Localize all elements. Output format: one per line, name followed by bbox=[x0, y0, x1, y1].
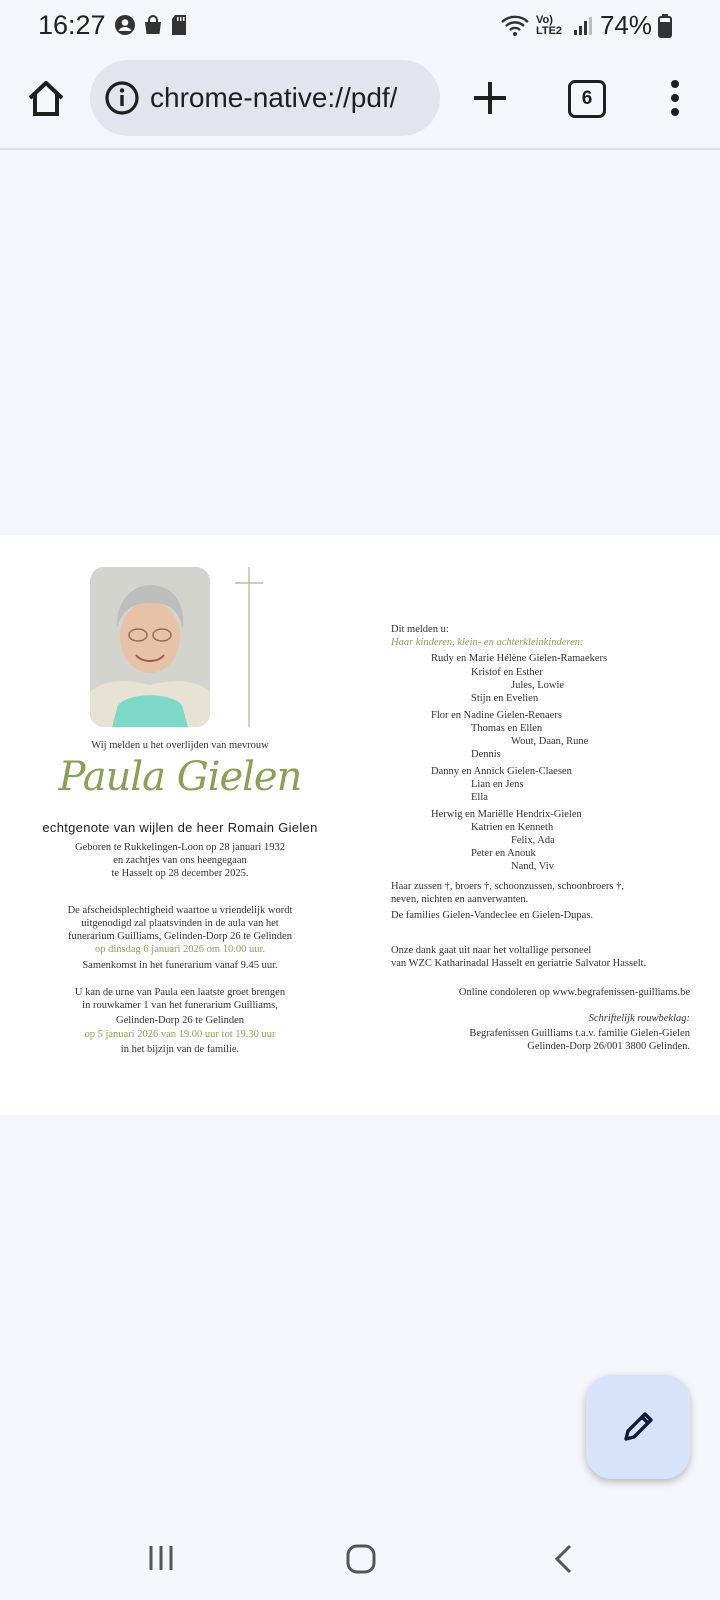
info-icon[interactable] bbox=[104, 80, 140, 116]
portrait-photo bbox=[90, 567, 210, 727]
birth-line-2: en zachtjes van ons heengegaan bbox=[113, 855, 247, 866]
family-child: Stijn en Evelien bbox=[471, 693, 539, 704]
spouse-line: echtgenote van wijlen de heer Romain Gielen bbox=[42, 820, 318, 835]
family-child: Thomas en Ellen bbox=[471, 723, 543, 734]
farewell-line-2: uitgenodigd zal plaatsvinden in de aula van het bbox=[81, 918, 279, 929]
browser-toolbar bbox=[0, 52, 720, 148]
wifi-icon bbox=[500, 14, 530, 38]
urn-line-3: Gelinden-Dorp 26 te Gelinden bbox=[115, 1015, 244, 1026]
pdf-page[interactable] bbox=[0, 535, 720, 1115]
thanks-line-1: Onze dank gaat uit naar het voltallige personeel bbox=[391, 945, 592, 956]
urn-line-2: in rouwkamer 1 van het funerarium Guilliams, bbox=[82, 1000, 278, 1011]
farewell-line-3: funerarium Guilliams, Gelinden-Dorp 26 te Gelinden bbox=[68, 931, 292, 942]
birth-line-1: Geboren te Rukkelingen-Loon op 28 januari 1932 bbox=[75, 842, 285, 853]
system-nav-bar bbox=[0, 1515, 720, 1600]
deceased-name: Paula Gielen bbox=[58, 754, 302, 800]
family-parent: Herwig en Mariëlle Hendrix-Gielen bbox=[431, 809, 582, 820]
toolbar-divider bbox=[0, 148, 720, 150]
notification-icons bbox=[114, 14, 188, 36]
edit-button[interactable] bbox=[586, 1375, 690, 1479]
urn-date: op 5 januari 2026 van 19.00 uur tot 19.30 uur bbox=[84, 1029, 276, 1040]
clock: 16:27 bbox=[38, 10, 106, 40]
signal-icon bbox=[572, 15, 594, 37]
family-child: Peter en Anouk bbox=[471, 848, 536, 859]
status-bar bbox=[0, 0, 720, 52]
family-parent: Danny en Annick Gielen-Claesen bbox=[431, 766, 572, 777]
family-grandchild: Felix, Ada bbox=[511, 835, 555, 846]
intro-line: Wij melden u het overlijden van mevrouw bbox=[91, 740, 269, 751]
back-icon[interactable] bbox=[552, 1543, 576, 1575]
more-vert-icon[interactable] bbox=[668, 78, 682, 118]
family-grandchild: Wout, Daan, Rune bbox=[511, 736, 589, 747]
online-condolences: Online condoleren op www.begrafenissen-guilliams.be bbox=[458, 987, 690, 998]
family-child: Ella bbox=[471, 792, 488, 803]
url-text[interactable]: chrome-native://pdf/ bbox=[150, 82, 398, 113]
address-line-2: Gelinden-Dorp 26/001 3800 Gelinden. bbox=[527, 1041, 690, 1052]
family-grandchild: Jules, Lowie bbox=[511, 680, 565, 691]
battery-percent: 74% bbox=[599, 10, 652, 40]
family-parent: Flor en Nadine Gielen-Renaers bbox=[431, 710, 562, 721]
birth-line-3: te Hasselt op 28 december 2025. bbox=[111, 868, 249, 879]
siblings-line-2: neven, nichten en aanverwanten. bbox=[391, 894, 529, 905]
family-child: Lian en Jens bbox=[471, 779, 524, 790]
children-heading: Haar kinderen, klein- en achterkleinkinderen: bbox=[391, 637, 584, 648]
battery-icon bbox=[658, 14, 672, 38]
tab-switcher-button[interactable]: 6 bbox=[568, 80, 606, 118]
announce-line: Dit melden u: bbox=[391, 624, 449, 635]
address-line-1: Begrafenissen Guilliams t.a.v. familie Gielen-Gielen bbox=[469, 1028, 690, 1039]
plus-icon[interactable] bbox=[470, 78, 510, 118]
home-nav-icon[interactable] bbox=[345, 1543, 377, 1575]
written-heading: Schriftelijk rouwbeklag: bbox=[588, 1013, 690, 1024]
address-bar[interactable] bbox=[90, 60, 440, 136]
network-type: Vo) LTE2 bbox=[535, 13, 563, 37]
family-child: Dennis bbox=[471, 749, 501, 760]
pencil-icon bbox=[618, 1407, 658, 1447]
family-child: Kristof en Esther bbox=[471, 667, 543, 678]
gathering-line: Samenkomst in het funerarium vanaf 9.45 uur. bbox=[82, 960, 278, 971]
home-icon[interactable] bbox=[24, 76, 68, 120]
family-parent: Rudy en Marie Hélène Gielen-Ramaekers bbox=[431, 653, 608, 664]
cross-icon bbox=[235, 567, 263, 727]
urn-note: in het bijzijn van de familie. bbox=[120, 1044, 240, 1055]
recent-apps-icon[interactable] bbox=[146, 1543, 176, 1573]
farewell-line-1: De afscheidsplechtigheid waartoe u vriendelijk wordt bbox=[67, 905, 293, 916]
portrait-image bbox=[90, 567, 210, 727]
family-child: Katrien en Kenneth bbox=[471, 822, 554, 833]
families-line: De families Gielen-Vandeclee en Gielen-Dupas. bbox=[391, 910, 594, 921]
sd-card-icon bbox=[170, 14, 188, 36]
account-circle-icon bbox=[114, 14, 136, 36]
status-right bbox=[500, 10, 672, 41]
urn-line-1: U kan de urne van Paula een laatste groet brengen bbox=[74, 987, 286, 998]
siblings-line-1: Haar zussen †, broers †, schoonzussen, schoonbroers †, bbox=[391, 881, 624, 892]
farewell-date: op dinsdag 6 januari 2026 om 10.00 uur. bbox=[94, 944, 266, 955]
shopping-bag-icon bbox=[142, 14, 164, 36]
family-grandchild: Nand, Viv bbox=[511, 861, 554, 872]
thanks-line-2: van WZC Katharinadal Hasselt en geriatrie Salvator Hasselt. bbox=[391, 958, 647, 969]
